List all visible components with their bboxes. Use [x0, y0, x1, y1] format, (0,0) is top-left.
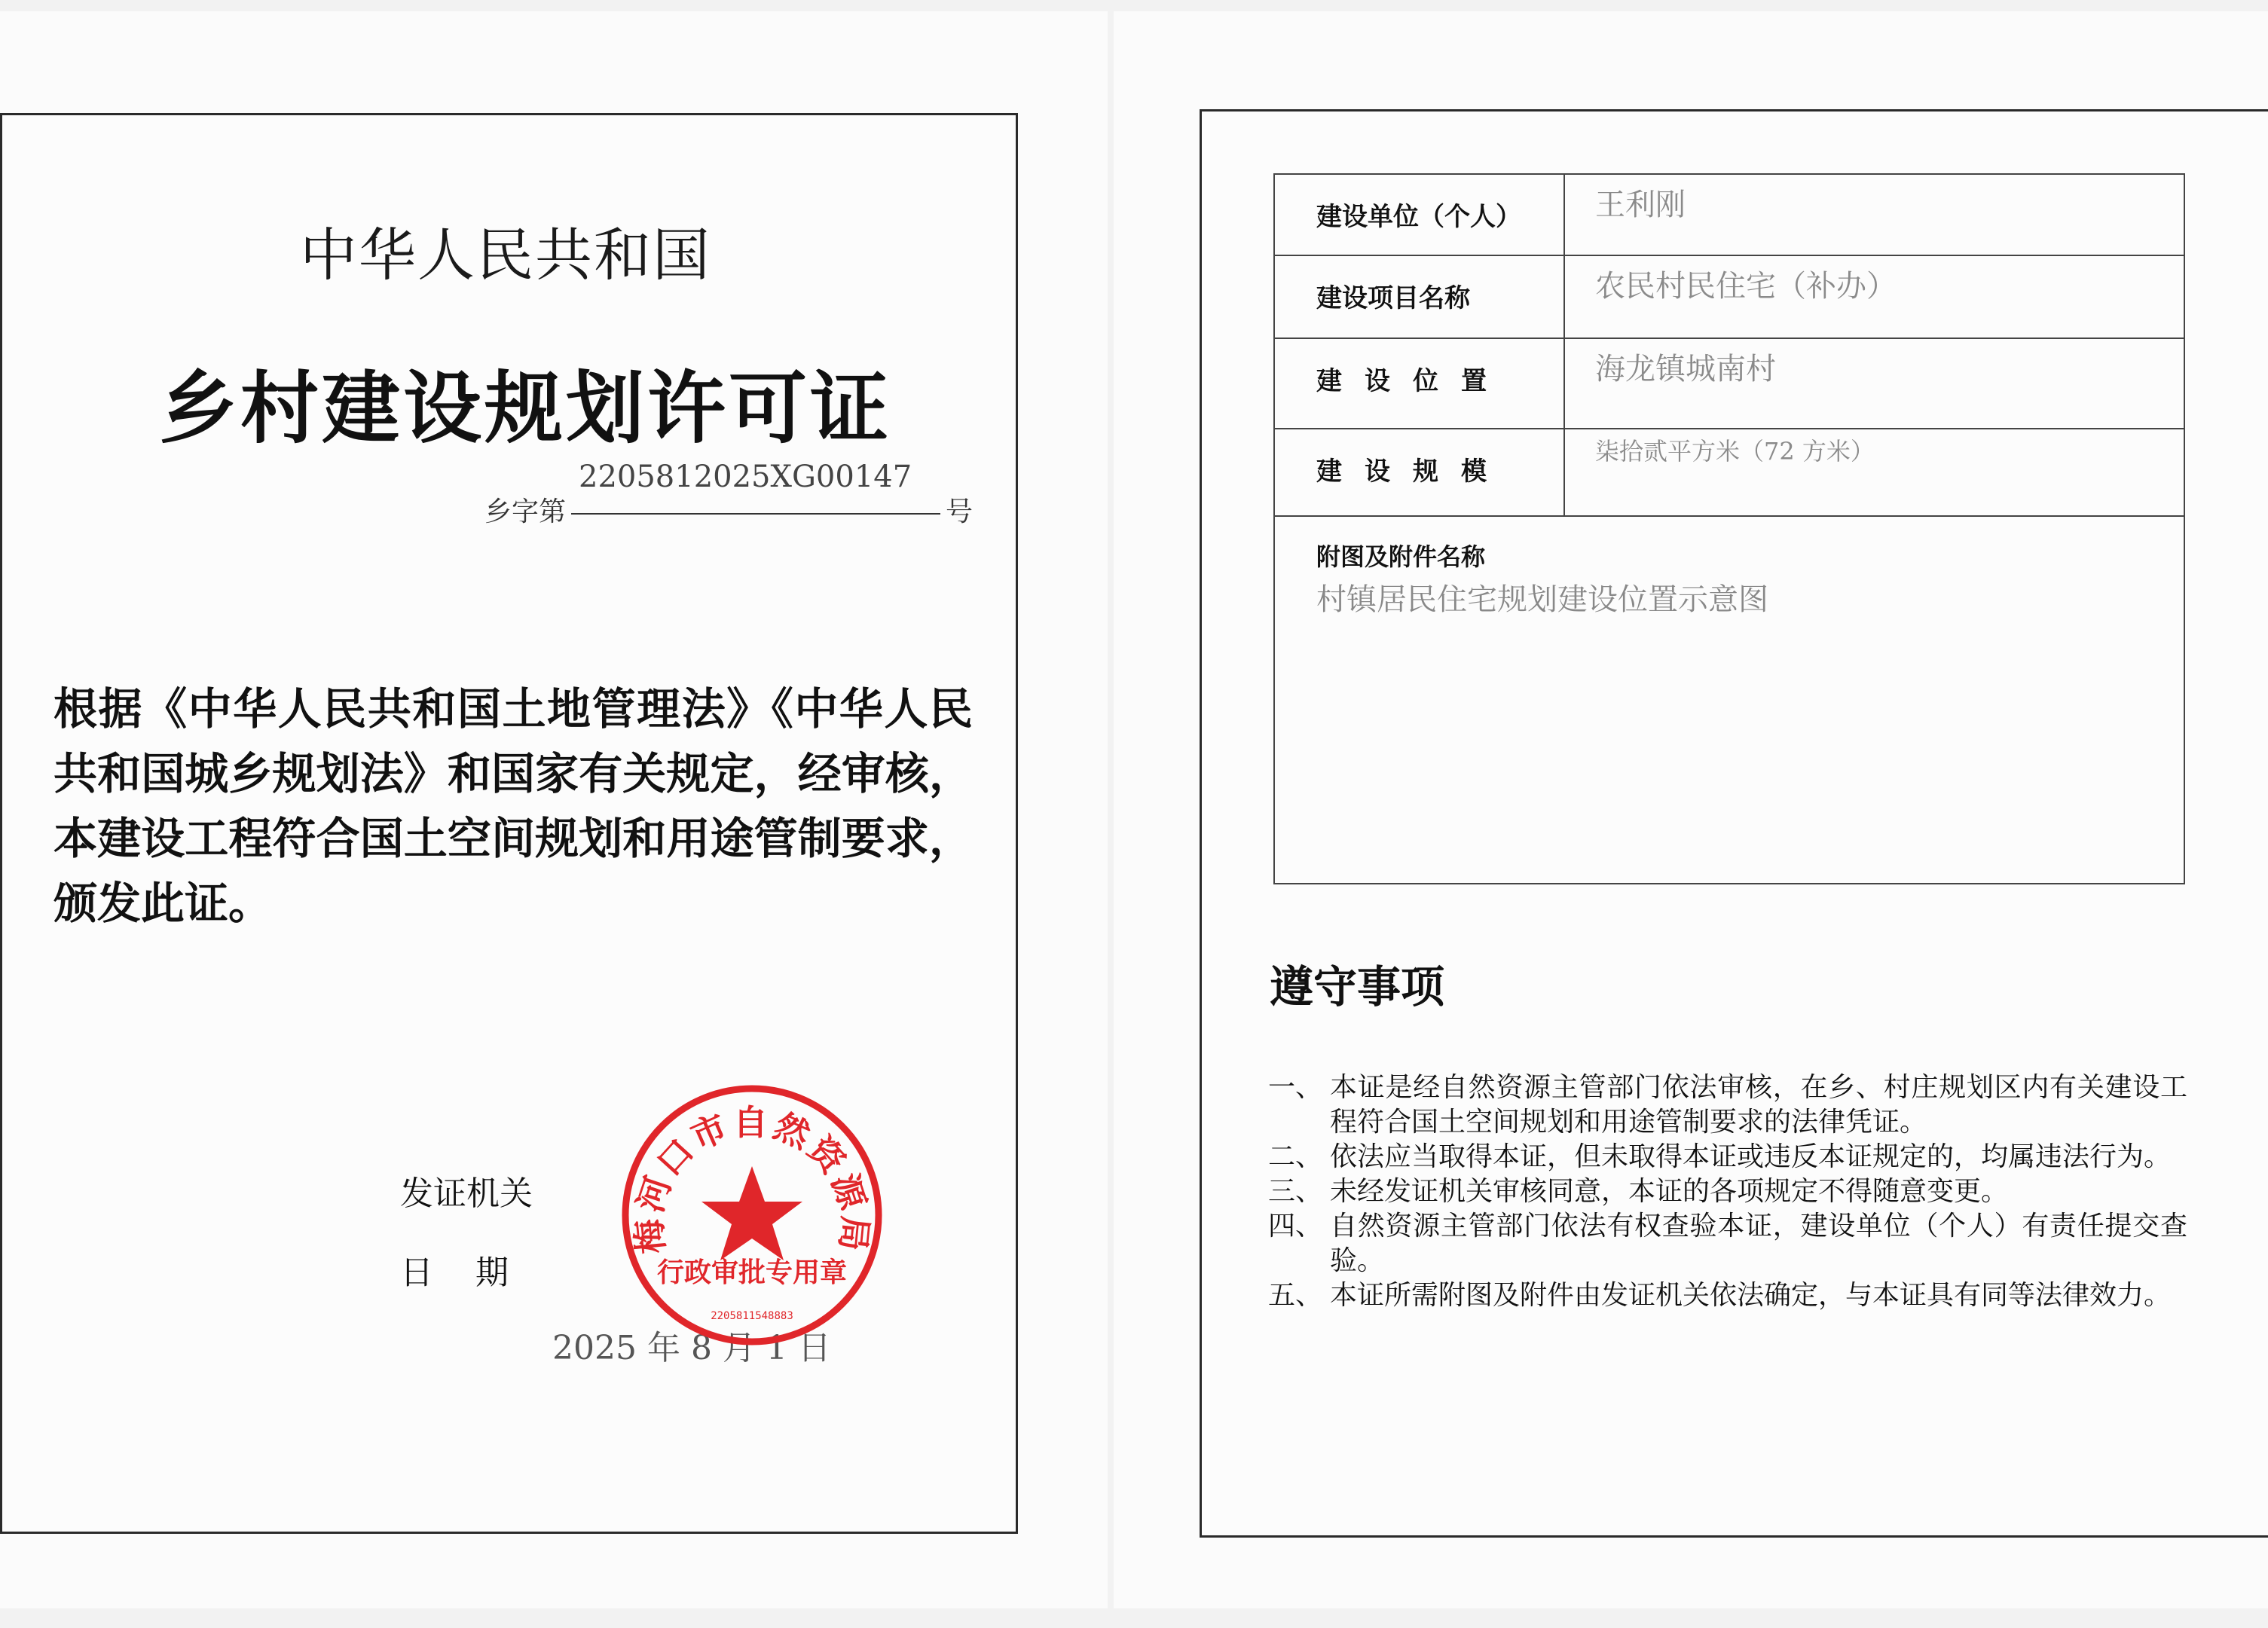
field-label: 建设位置	[1274, 338, 1564, 429]
table-row	[1274, 338, 2184, 429]
rules-list	[1268, 1071, 2187, 1313]
seal-code: 2205811548883	[711, 1310, 793, 1322]
legal-basis-text: 根据《中华人民共和国土地管理法》《中华人民共和国城乡规划法》和国家有关规定，经审核，本建设工程符合国土空间规划和用途管制要求，颁发此证。	[53, 683, 973, 929]
field-label: 建设规模	[1274, 429, 1564, 516]
attachment-cell	[1274, 516, 2184, 884]
certificate-title: 乡村建设规划许可证	[159, 362, 892, 454]
field-value: 农民村民住宅（补办）	[1564, 255, 2184, 338]
rule-number: 三、	[1268, 1176, 1323, 1207]
table-row	[1274, 174, 2184, 255]
rule-text: 自然资源主管部门依法有权查验本证，建设单位（个人）有责任提交查验。	[1330, 1211, 2187, 1276]
rule-number: 二、	[1268, 1141, 1323, 1172]
number-suffix: 号	[946, 496, 974, 527]
attachment-value: 村镇居民住宅规划建设位置示意图	[1316, 582, 1768, 617]
list-item	[1268, 1174, 2187, 1209]
rules-title: 遵守事项	[1270, 961, 1445, 1013]
seal-organization: 梅河口市自然资源局	[628, 1102, 876, 1256]
number-prefix: 乡字第	[484, 496, 567, 527]
field-label: 建设单位（个人）	[1274, 174, 1564, 255]
list-item	[1268, 1209, 2187, 1278]
issue-date: 2025 年 8 月 1 日	[552, 1329, 831, 1367]
star-icon	[701, 1166, 802, 1260]
official-seal	[616, 1080, 888, 1351]
field-value: 海龙镇城南村	[1564, 338, 2184, 429]
rule-text: 本证所需附图及附件由发证机关依法确定，与本证具有同等法律效力。	[1330, 1280, 2172, 1311]
list-item	[1268, 1140, 2187, 1174]
field-label: 建设项目名称	[1274, 255, 1564, 338]
list-item	[1268, 1071, 2187, 1140]
seal-purpose: 行政审批专用章	[656, 1257, 848, 1288]
rule-number: 五、	[1268, 1280, 1323, 1311]
rule-text: 本证是经自然资源主管部门依法审核，在乡、村庄规划区内有关建设工程符合国土空间规划和用途管制要求的法律凭证。	[1330, 1072, 2187, 1138]
table-row	[1274, 429, 2184, 516]
project-info-table	[1273, 173, 2185, 884]
certificate-front-page	[0, 113, 1018, 1534]
rule-text: 未经发证机关审核同意，本证的各项规定不得随意变更。	[1330, 1176, 2009, 1207]
rule-number: 四、	[1268, 1211, 1323, 1242]
table-row	[1274, 255, 2184, 338]
list-item	[1268, 1278, 2187, 1313]
field-value: 柒拾贰平方米（72 方米）	[1564, 429, 2184, 516]
attachment-label: 附图及附件名称	[1316, 542, 1486, 571]
field-value: 王利刚	[1564, 174, 2184, 255]
issuer-label: 发证机关	[400, 1174, 533, 1213]
date-label: 日期	[400, 1254, 551, 1292]
rule-text: 依法应当取得本证，但未取得本证或违反本证规定的，均属违法行为。	[1330, 1141, 2172, 1172]
number-value: 2205812025XG00147	[579, 460, 912, 494]
country-name: 中华人民共和国	[300, 221, 711, 289]
attachment-row	[1274, 516, 2184, 884]
certificate-back-page	[1200, 109, 2268, 1538]
rule-number: 一、	[1268, 1072, 1323, 1103]
